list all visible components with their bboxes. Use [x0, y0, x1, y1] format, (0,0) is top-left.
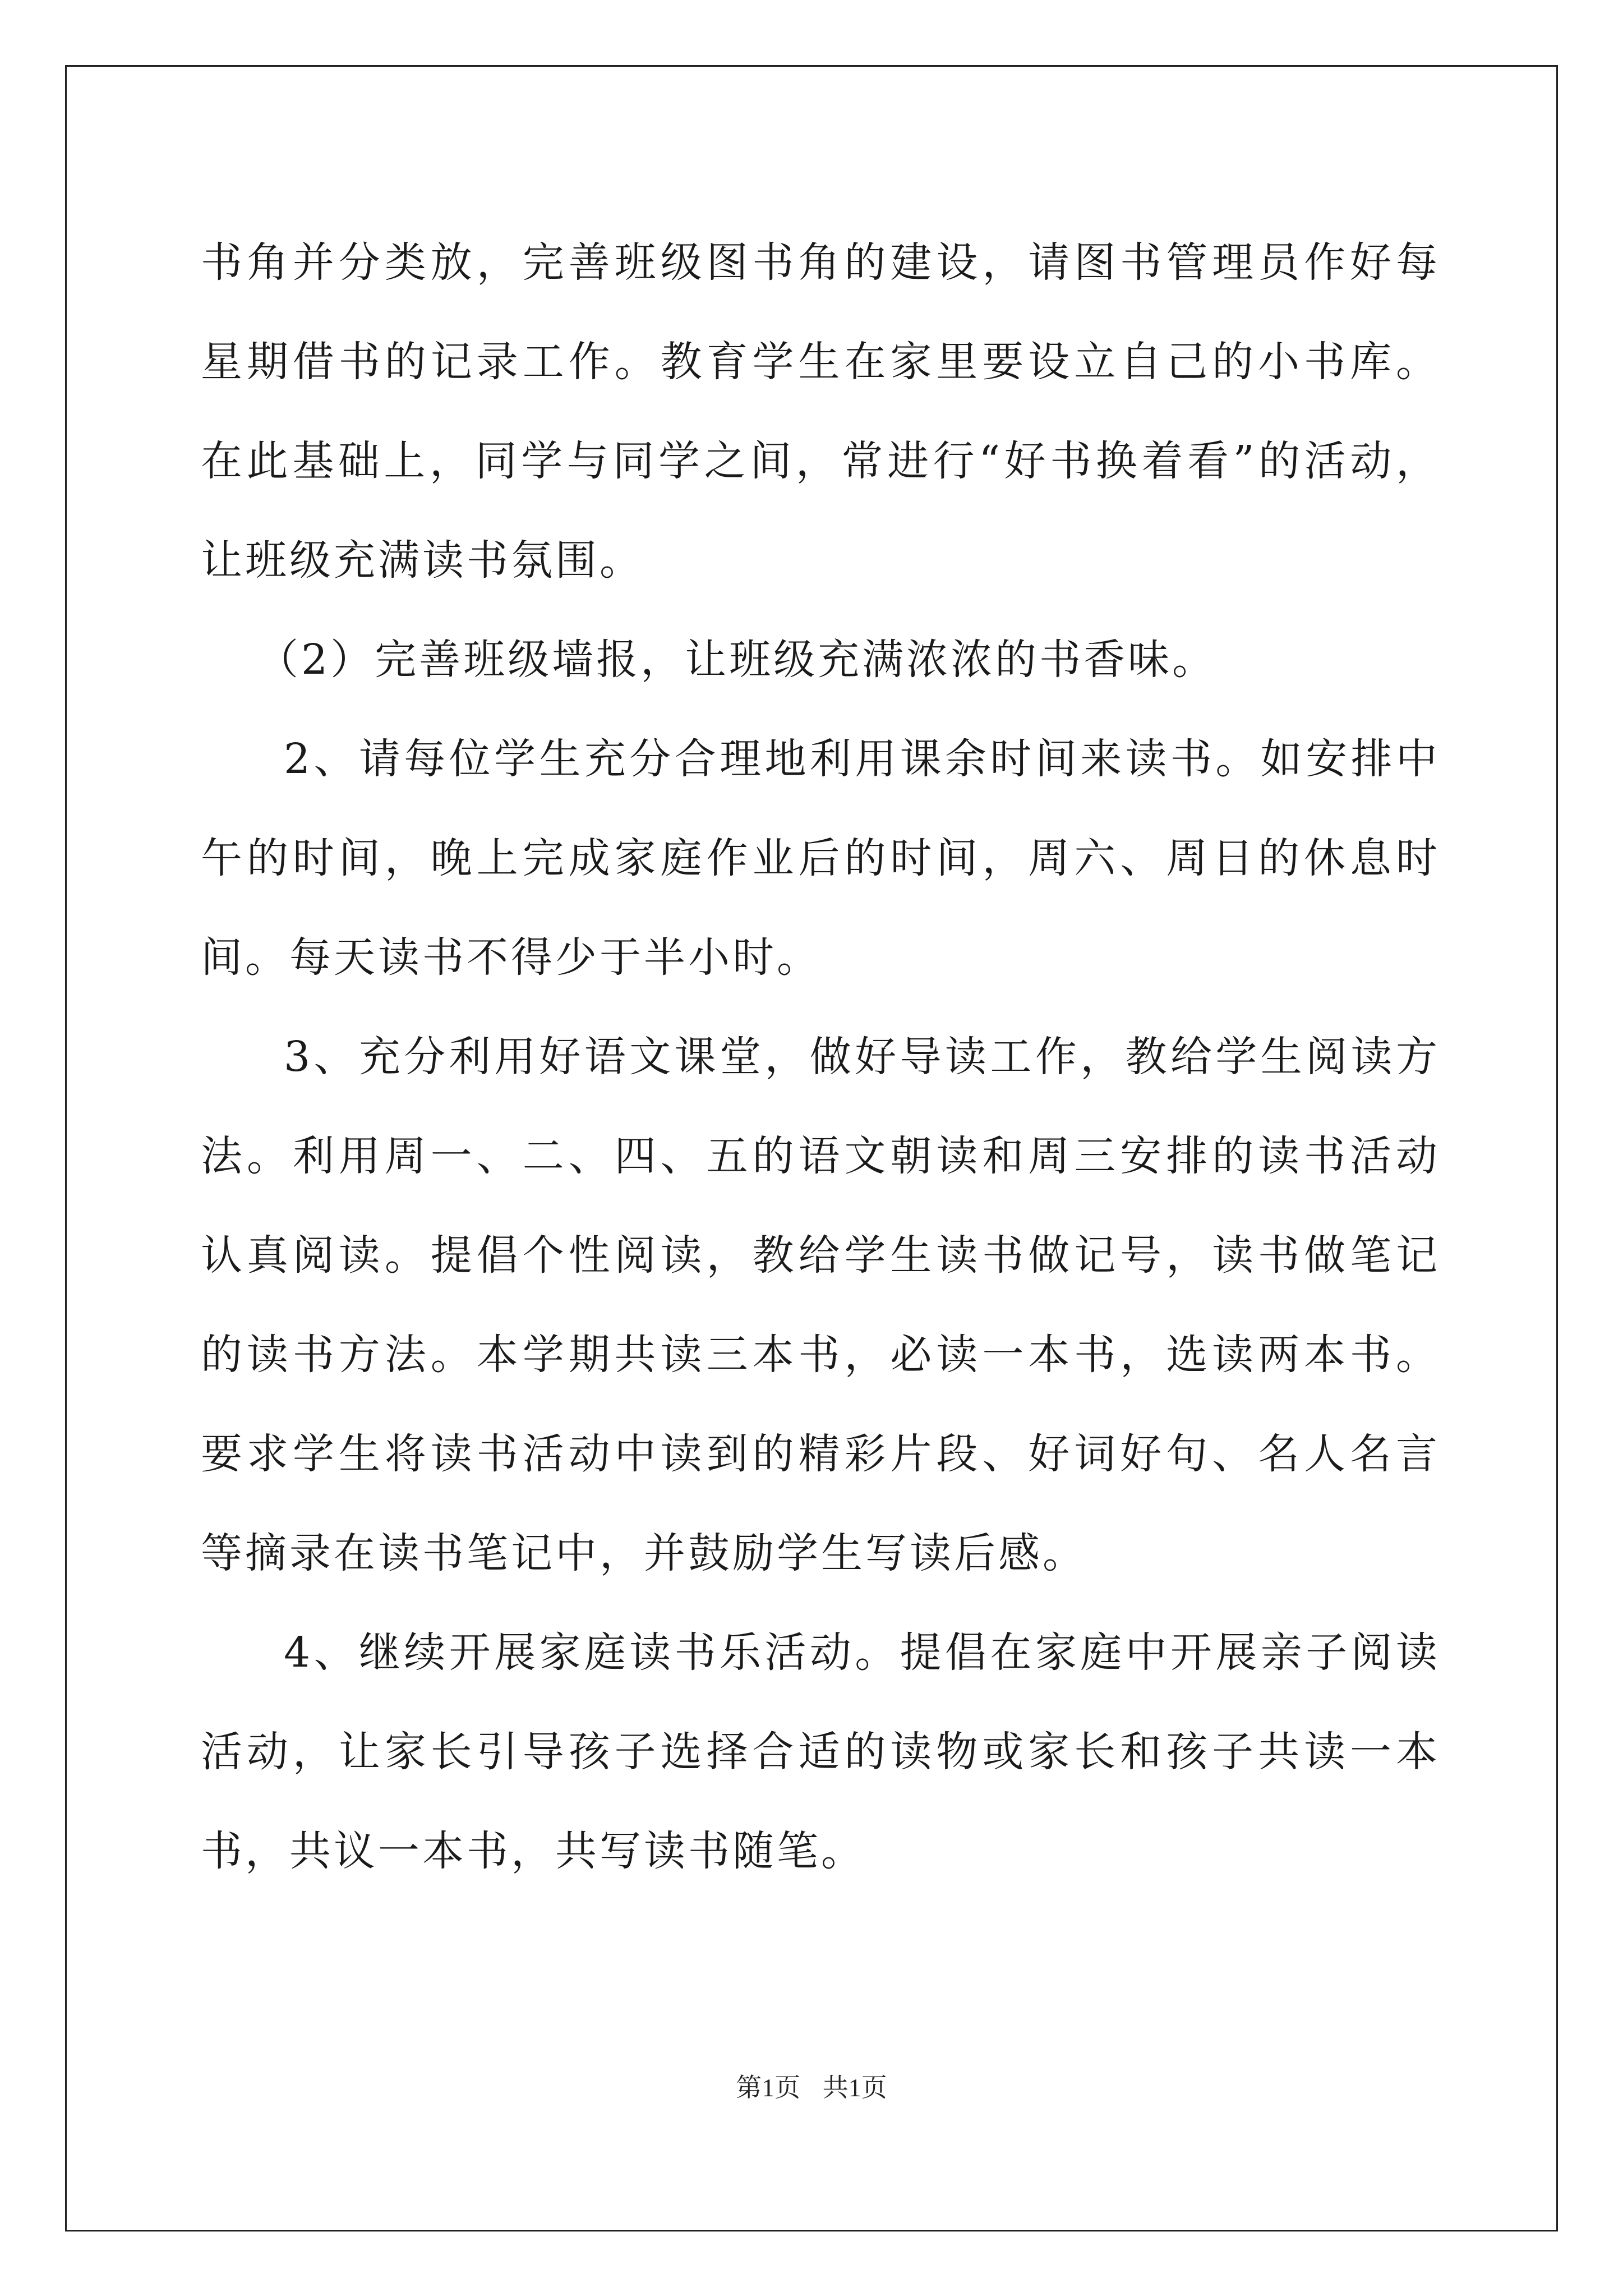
document-body [201, 213, 1440, 1901]
page-number: 第1页 [736, 2073, 801, 2102]
paragraph-item-2-paren: （2）完善班级墙报，让班级充满浓浓的书香味。 [257, 636, 1217, 684]
page-footer [0, 2067, 1623, 2104]
paragraph-item-3: 3、充分利用好语文课堂，做好导读工作，教给学生阅读方法。利用周一、二、四、五的语文朝读和周三安排的读书活动认真阅读。提倡个性阅读，教给学生读书做记号，读书做笔记的读书方法。本学期共读三本书，必读一本书，选读两本书。要求学生将读书活动中读到的精彩片段、好词好句、名人名言等摘录在读书笔记中，并鼓励学生写读后感。 [201, 1033, 1440, 1577]
paragraph-item-2: 2、请每位学生充分合理地利用课余时间来读书。如安排中午的时间，晚上完成家庭作业后的时间，周六、周日的休息时间。每天读书不得少于半小时。 [201, 735, 1440, 982]
paragraph-item-4: 4、继续开展家庭读书乐活动。提倡在家庭中开展亲子阅读活动，让家长引导孩子选择合适的读物或家长和孩子共读一本书，共议一本书，共写读书随笔。 [201, 1628, 1440, 1875]
page-total: 共1页 [822, 2073, 887, 2102]
paragraph-continuation: 书角并分类放，完善班级图书角的建设，请图书管理员作好每星期借书的记录工作。教育学生在家里要设立自己的小书库。在此基础上，同学与同学之间，常进行“好书换着看”的活动，让班级充满读书氛围。 [201, 238, 1440, 585]
